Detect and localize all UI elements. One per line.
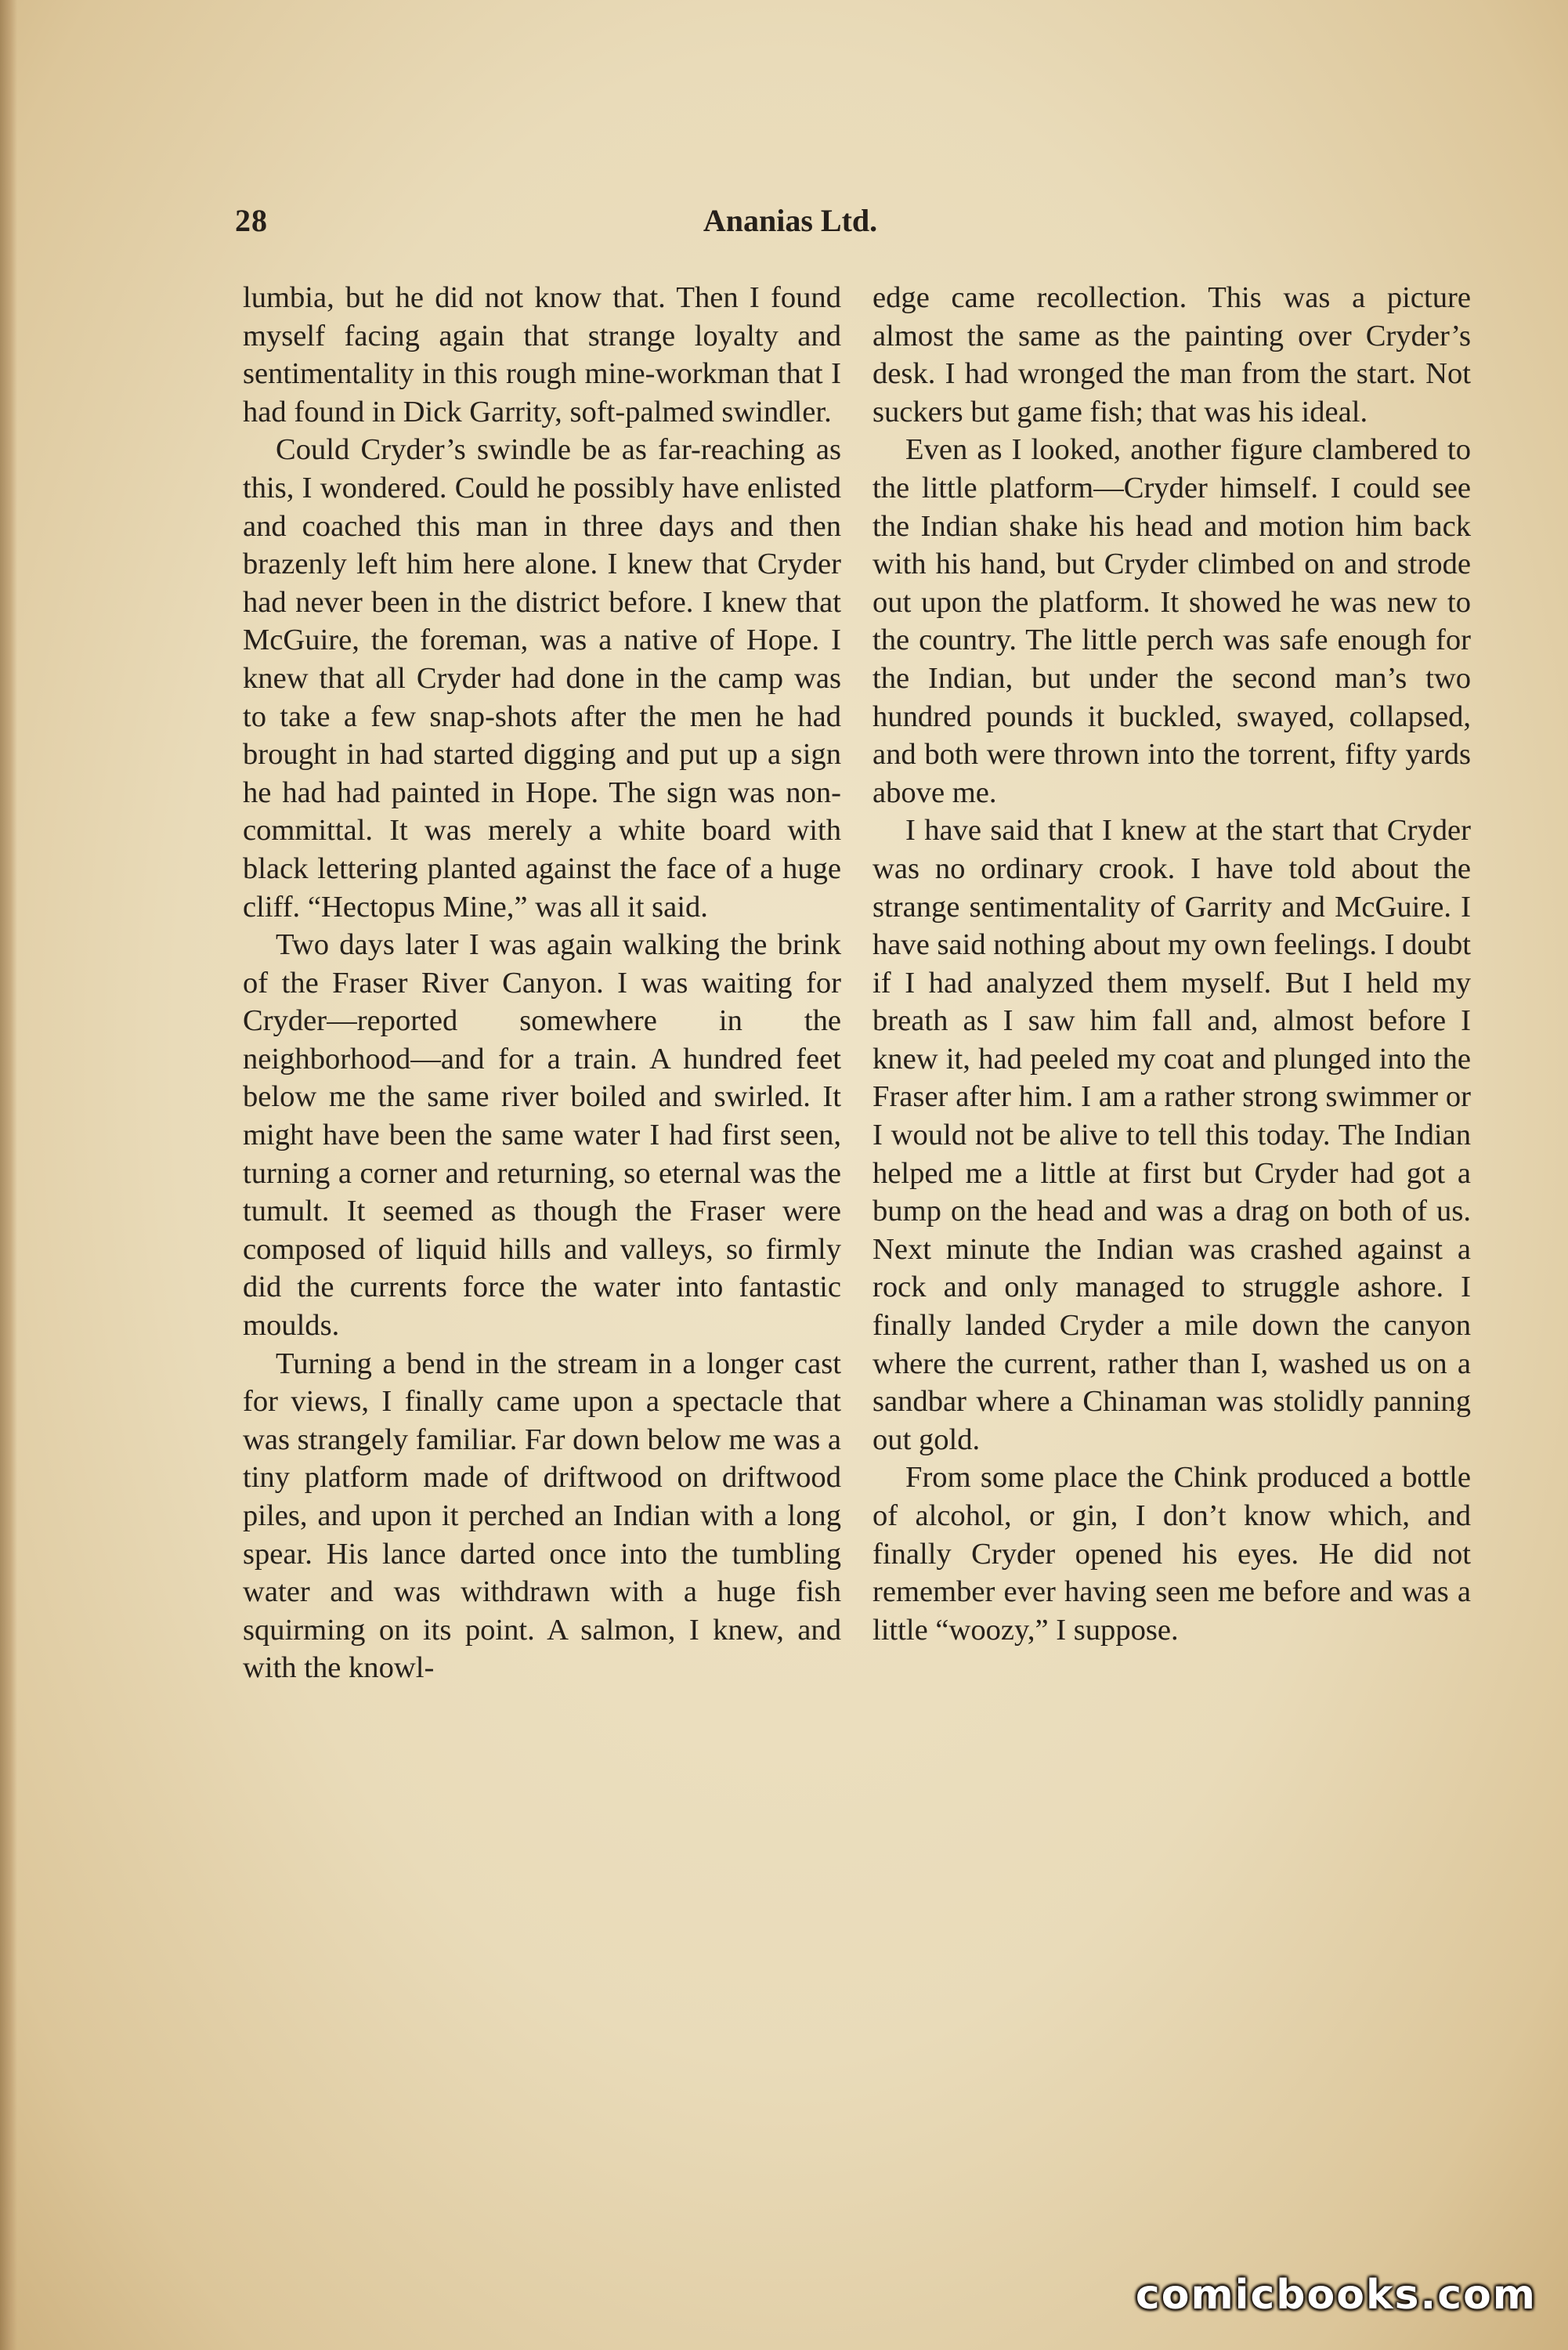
paragraph: edge came recollection. This was a picture almost the same as the painting over Cryder’s desk. I had wronged the man from the start. Not suckers but game fish; that was his ideal. bbox=[873, 281, 1471, 428]
paragraph: Could Cryder’s swindle be as far-reaching as this, I wondered. Could he possibly have enlisted and coached this man in three days and then brazenly left him here alone. I knew that Cryder had never been in the district before. I knew that McGuire, the foreman, was a native of Hope. I knew that all Cryder had done in the camp was to take a few snap-shots after the men he had brought in had started digging and put up a sign he had had painted in Hope. The sign was non-committal. It was merely a white board with black lettering planted against the face of a huge cliff. “Hectopus Mine,” was all it said. bbox=[243, 433, 841, 924]
paragraph: Even as I looked, another figure clambered to the little platform—Cryder himself. I could see the Indian shake his head and motion him back with his hand, but Cryder climbed on and strode out upon the platform. It showed he was new to the country. The little perch was safe enough for the Indian, but under the second man’s two hundred pounds it buckled, swayed, collapsed, and both were thrown into the torrent, fifty yards above me. bbox=[873, 433, 1471, 809]
binding-edge bbox=[0, 0, 17, 2350]
left-column bbox=[243, 279, 841, 1687]
running-title: Ananias Ltd. bbox=[703, 203, 878, 238]
page-number: 28 bbox=[235, 203, 268, 238]
watermark: comicbooks.com bbox=[1135, 2272, 1537, 2319]
paragraph: Two days later I was again walking the brink of the Fraser River Canyon. I was waiting for Cryder—reported somewhere in the neighborhood—and for a train. A hundred feet below me the same river boiled and swirled. It might have been the same water I had first seen, turning a corner and returning, so eternal was the tumult. It seemed as though the Fraser were composed of liquid hills and valleys, so firmly did the currents force the water into fantastic moulds. bbox=[243, 928, 841, 1343]
paragraph: lumbia, but he did not know that. Then I found myself facing again that strange loyalty and sentimentality in this rough mine-workman that I had found in Dick Garrity, soft-palmed swindler. bbox=[243, 281, 841, 428]
paragraph: Turning a bend in the stream in a longer cast for views, I finally came upon a spectacle that was strangely familiar. Far down below me was a tiny platform made of driftwood on driftwood piles, and upon it perched an Indian with a long spear. His lance darted once into the tumbling water and was withdrawn with a huge fish squirming on its point. A salmon, I knew, and with the knowl- bbox=[243, 1347, 841, 1685]
paragraph: I have said that I knew at the start that Cryder was no ordinary crook. I have told about the strange sentimentality of Garrity and McGuire. I have said nothing about my own feelings. I doubt if I had analyzed them myself. But I held my breath as I saw him fall and, almost before I knew it, had peeled my coat and plunged into the Fraser after him. I am a rather strong swimmer or I would not be alive to tell this today. The Indian helped me a little at first but Cryder had got a bump on the head and was a drag on both of us. Next minute the Indian was crashed against a rock and only managed to struggle ashore. I finally landed Cryder a mile down the canyon where the current, rather than I, washed us on a sandbar where a Chinaman was stolidly panning out gold. bbox=[873, 814, 1471, 1456]
paragraph: From some place the Chink produced a bottle of alcohol, or gin, I don’t know which, and finally Cryder opened his eyes. He did not remember ever having seen me before and was a little “woozy,” I suppose. bbox=[873, 1461, 1471, 1647]
right-column bbox=[873, 279, 1471, 1649]
page-header bbox=[235, 202, 1346, 249]
